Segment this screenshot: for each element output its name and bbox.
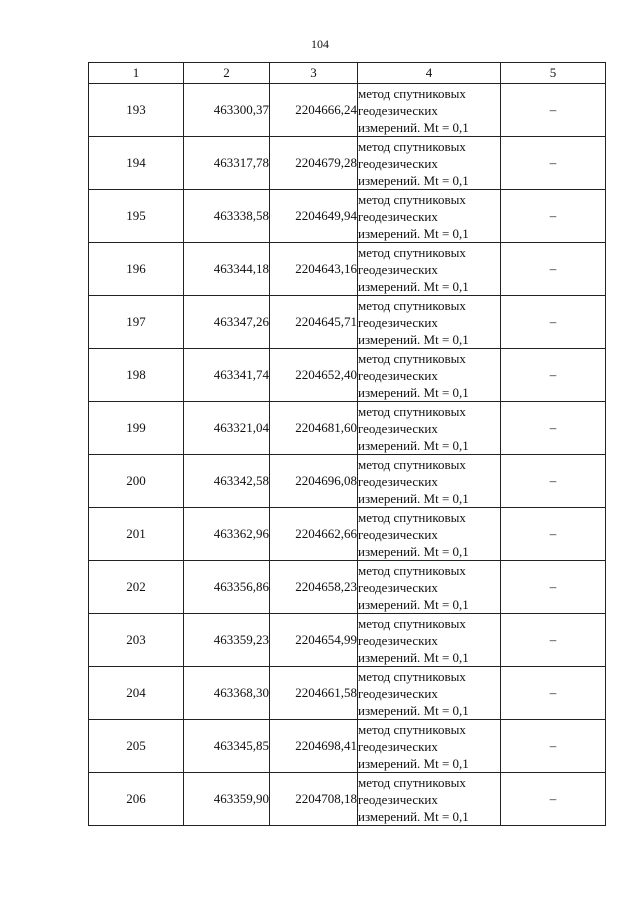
point-number-cell: 201 (89, 508, 184, 561)
method-text-line: метод спутниковых (358, 509, 466, 525)
y-coordinate-cell: 2204649,94 (270, 190, 358, 243)
method-text-line: геодезических (358, 155, 438, 171)
method-text-line: измерений. Mt = 0,1 (358, 172, 469, 188)
table-row (89, 296, 606, 349)
note-cell: – (501, 349, 606, 402)
x-coordinate-cell: 463344,18 (184, 243, 270, 296)
y-coordinate-cell: 2204679,28 (270, 137, 358, 190)
note-cell: – (501, 667, 606, 720)
x-coordinate-cell: 463341,74 (184, 349, 270, 402)
y-coordinate-cell: 2204645,71 (270, 296, 358, 349)
method-text-line: измерений. Mt = 0,1 (358, 702, 469, 718)
table-row (89, 243, 606, 296)
method-text-line: геодезических (358, 420, 438, 436)
table-row (89, 561, 606, 614)
y-coordinate-cell: 2204708,18 (270, 773, 358, 826)
method-cell (358, 243, 501, 296)
method-text-line: геодезических (358, 102, 438, 118)
point-number-cell: 193 (89, 84, 184, 137)
x-coordinate-cell: 463342,58 (184, 455, 270, 508)
note-cell: – (501, 296, 606, 349)
x-coordinate-cell: 463345,85 (184, 720, 270, 773)
note-cell: – (501, 190, 606, 243)
note-cell: – (501, 561, 606, 614)
point-number-cell: 202 (89, 561, 184, 614)
method-text-line: метод спутниковых (358, 403, 466, 419)
method-text-line: геодезических (358, 791, 438, 807)
table-header-row (89, 63, 606, 84)
y-coordinate-cell: 2204662,66 (270, 508, 358, 561)
point-number-cell: 196 (89, 243, 184, 296)
point-number-cell: 194 (89, 137, 184, 190)
method-text-line: измерений. Mt = 0,1 (358, 808, 469, 824)
method-text-line: измерений. Mt = 0,1 (358, 596, 469, 612)
method-text-line: измерений. Mt = 0,1 (358, 225, 469, 241)
column-header-5: 5 (501, 63, 606, 84)
method-cell (358, 190, 501, 243)
method-text-line: геодезических (358, 579, 438, 595)
table-row (89, 455, 606, 508)
y-coordinate-cell: 2204661,58 (270, 667, 358, 720)
method-cell (358, 349, 501, 402)
note-cell: – (501, 137, 606, 190)
page-number: 104 (311, 37, 329, 51)
method-text-line: метод спутниковых (358, 297, 466, 313)
method-text-line: метод спутниковых (358, 138, 466, 154)
method-text-line: геодезических (358, 367, 438, 383)
y-coordinate-cell: 2204681,60 (270, 402, 358, 455)
point-number-cell: 195 (89, 190, 184, 243)
column-header-2: 2 (184, 63, 270, 84)
method-cell (358, 667, 501, 720)
column-header-4: 4 (358, 63, 501, 84)
method-cell (358, 402, 501, 455)
table-row (89, 508, 606, 561)
method-cell (358, 561, 501, 614)
method-cell (358, 137, 501, 190)
table-row (89, 667, 606, 720)
method-text-line: измерений. Mt = 0,1 (358, 437, 469, 453)
method-text-line: измерений. Mt = 0,1 (358, 278, 469, 294)
method-text-line: геодезических (358, 208, 438, 224)
method-text-line: измерений. Mt = 0,1 (358, 490, 469, 506)
x-coordinate-cell: 463362,96 (184, 508, 270, 561)
method-text-line: геодезических (358, 632, 438, 648)
x-coordinate-cell: 463368,30 (184, 667, 270, 720)
method-text-line: геодезических (358, 526, 438, 542)
table-row (89, 773, 606, 826)
column-header-1: 1 (89, 63, 184, 84)
note-cell: – (501, 243, 606, 296)
method-text-line: метод спутниковых (358, 668, 466, 684)
method-text-line: измерений. Mt = 0,1 (358, 384, 469, 400)
method-cell (358, 508, 501, 561)
method-text-line: геодезических (358, 314, 438, 330)
method-text-line: метод спутниковых (358, 456, 466, 472)
method-cell (358, 773, 501, 826)
method-text-line: метод спутниковых (358, 721, 466, 737)
y-coordinate-cell: 2204658,23 (270, 561, 358, 614)
method-cell (358, 720, 501, 773)
method-text-line: метод спутниковых (358, 615, 466, 631)
y-coordinate-cell: 2204652,40 (270, 349, 358, 402)
point-number-cell: 206 (89, 773, 184, 826)
x-coordinate-cell: 463338,58 (184, 190, 270, 243)
method-text-line: геодезических (358, 473, 438, 489)
point-number-cell: 199 (89, 402, 184, 455)
table-body (89, 84, 606, 826)
table-row (89, 349, 606, 402)
method-text-line: метод спутниковых (358, 774, 466, 790)
point-number-cell: 200 (89, 455, 184, 508)
method-text-line: геодезических (358, 261, 438, 277)
point-number-cell: 198 (89, 349, 184, 402)
table-row (89, 190, 606, 243)
x-coordinate-cell: 463359,90 (184, 773, 270, 826)
column-header-3: 3 (270, 63, 358, 84)
x-coordinate-cell: 463317,78 (184, 137, 270, 190)
x-coordinate-cell: 463359,23 (184, 614, 270, 667)
note-cell: – (501, 402, 606, 455)
method-text-line: метод спутниковых (358, 85, 466, 101)
note-cell: – (501, 720, 606, 773)
x-coordinate-cell: 463321,04 (184, 402, 270, 455)
method-text-line: метод спутниковых (358, 350, 466, 366)
point-number-cell: 205 (89, 720, 184, 773)
table-row (89, 402, 606, 455)
table-row (89, 84, 606, 137)
y-coordinate-cell: 2204698,41 (270, 720, 358, 773)
method-cell (358, 84, 501, 137)
x-coordinate-cell: 463356,86 (184, 561, 270, 614)
method-text-line: измерений. Mt = 0,1 (358, 119, 469, 135)
table-row (89, 720, 606, 773)
x-coordinate-cell: 463347,26 (184, 296, 270, 349)
x-coordinate-cell: 463300,37 (184, 84, 270, 137)
point-number-cell: 197 (89, 296, 184, 349)
point-number-cell: 204 (89, 667, 184, 720)
note-cell: – (501, 84, 606, 137)
table-row (89, 137, 606, 190)
y-coordinate-cell: 2204643,16 (270, 243, 358, 296)
point-number-cell: 203 (89, 614, 184, 667)
method-text-line: измерений. Mt = 0,1 (358, 331, 469, 347)
method-cell (358, 614, 501, 667)
note-cell: – (501, 614, 606, 667)
method-text-line: геодезических (358, 738, 438, 754)
note-cell: – (501, 508, 606, 561)
coordinates-table (88, 62, 606, 826)
method-cell (358, 296, 501, 349)
note-cell: – (501, 773, 606, 826)
method-text-line: геодезических (358, 685, 438, 701)
y-coordinate-cell: 2204696,08 (270, 455, 358, 508)
method-text-line: метод спутниковых (358, 562, 466, 578)
method-text-line: измерений. Mt = 0,1 (358, 755, 469, 771)
note-cell: – (501, 455, 606, 508)
method-text-line: метод спутниковых (358, 244, 466, 260)
method-cell (358, 455, 501, 508)
method-text-line: метод спутниковых (358, 191, 466, 207)
method-text-line: измерений. Mt = 0,1 (358, 543, 469, 559)
y-coordinate-cell: 2204654,99 (270, 614, 358, 667)
method-text-line: измерений. Mt = 0,1 (358, 649, 469, 665)
y-coordinate-cell: 2204666,24 (270, 84, 358, 137)
table-row (89, 614, 606, 667)
